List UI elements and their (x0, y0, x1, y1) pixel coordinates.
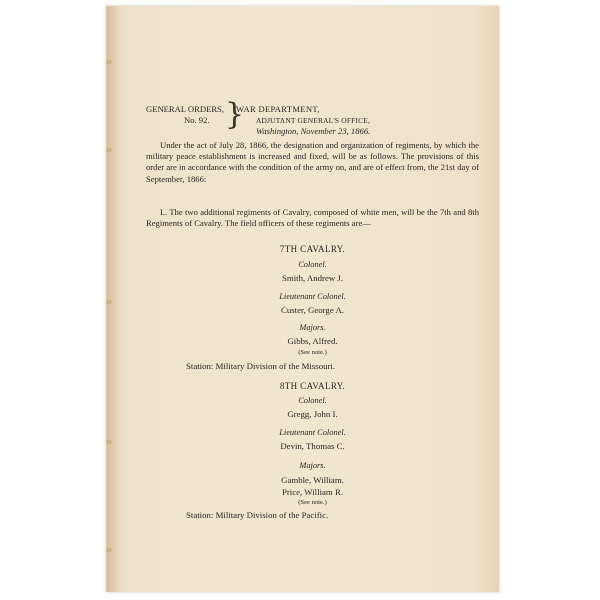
orders-number: No. 92. (184, 115, 210, 126)
binding-stitch (106, 548, 112, 552)
eighth-major-name-2: Price, William R. (281, 487, 344, 497)
seventh-colonel-name: Smith, Andrew J. (281, 273, 344, 283)
eighth-see-note: (See note.) (298, 499, 327, 506)
eighth-cavalry-title: 8TH CAVALRY. (279, 381, 346, 391)
office-name: ADJUTANT GENERAL'S OFFICE, (256, 116, 370, 126)
binding-stitch (106, 148, 112, 152)
binding-stitch (106, 60, 112, 64)
orders-label: GENERAL ORDERS, (146, 104, 224, 114)
seventh-majors-label: Majors. (299, 323, 326, 332)
eighth-majors-label: Majors. (299, 461, 326, 470)
seventh-station: Station: Military Division of the Missouri. (186, 361, 336, 371)
seventh-lt-colonel-name: Custer, George A. (280, 305, 344, 315)
eighth-station: Station: Military Division of the Pacific. (186, 510, 329, 520)
seventh-lt-colonel-label: Lieutenant Colonel. (279, 292, 346, 301)
seventh-see-note: (See note.) (298, 349, 327, 356)
eighth-colonel-label: Colonel. (298, 396, 327, 405)
seventh-cavalry-title: 7TH CAVALRY. (279, 244, 346, 254)
binding-stitch (106, 300, 112, 304)
order-date: Washington, November 23, 1866. (256, 126, 371, 137)
department-heading (236, 104, 486, 138)
seventh-colonel-label: Colonel. (298, 260, 327, 269)
eighth-lt-colonel-label: Lieutenant Colonel. (279, 428, 346, 437)
orders-heading (146, 104, 226, 126)
department-name: WAR DEPARTMENT, (236, 104, 320, 114)
brace-symbol: } (225, 97, 245, 132)
binding-stitch (106, 440, 112, 444)
eighth-lt-colonel-name: Devin, Thomas C. (280, 441, 345, 451)
intro-paragraph: Under the act of July 28, 1866, the designation and organization of regiments, by which the military peace establishment is increased and fixed, will be as follows. The provisions of this order are in accordance with the condition of the army on, and are of effect from, the 21st day of September, 1866: (146, 140, 479, 184)
seventh-major-name: Gibbs, Alfred. (287, 336, 338, 346)
eighth-major-name-1: Gamble, William. (281, 475, 344, 485)
eighth-colonel-name: Gregg, John I. (287, 409, 338, 419)
regiments-paragraph: I.. The two additional regiments of Cavalry, composed of white men, will be the 7th and 8th Regiments of Cavalry. The field officers of these regiments are— (146, 207, 479, 229)
